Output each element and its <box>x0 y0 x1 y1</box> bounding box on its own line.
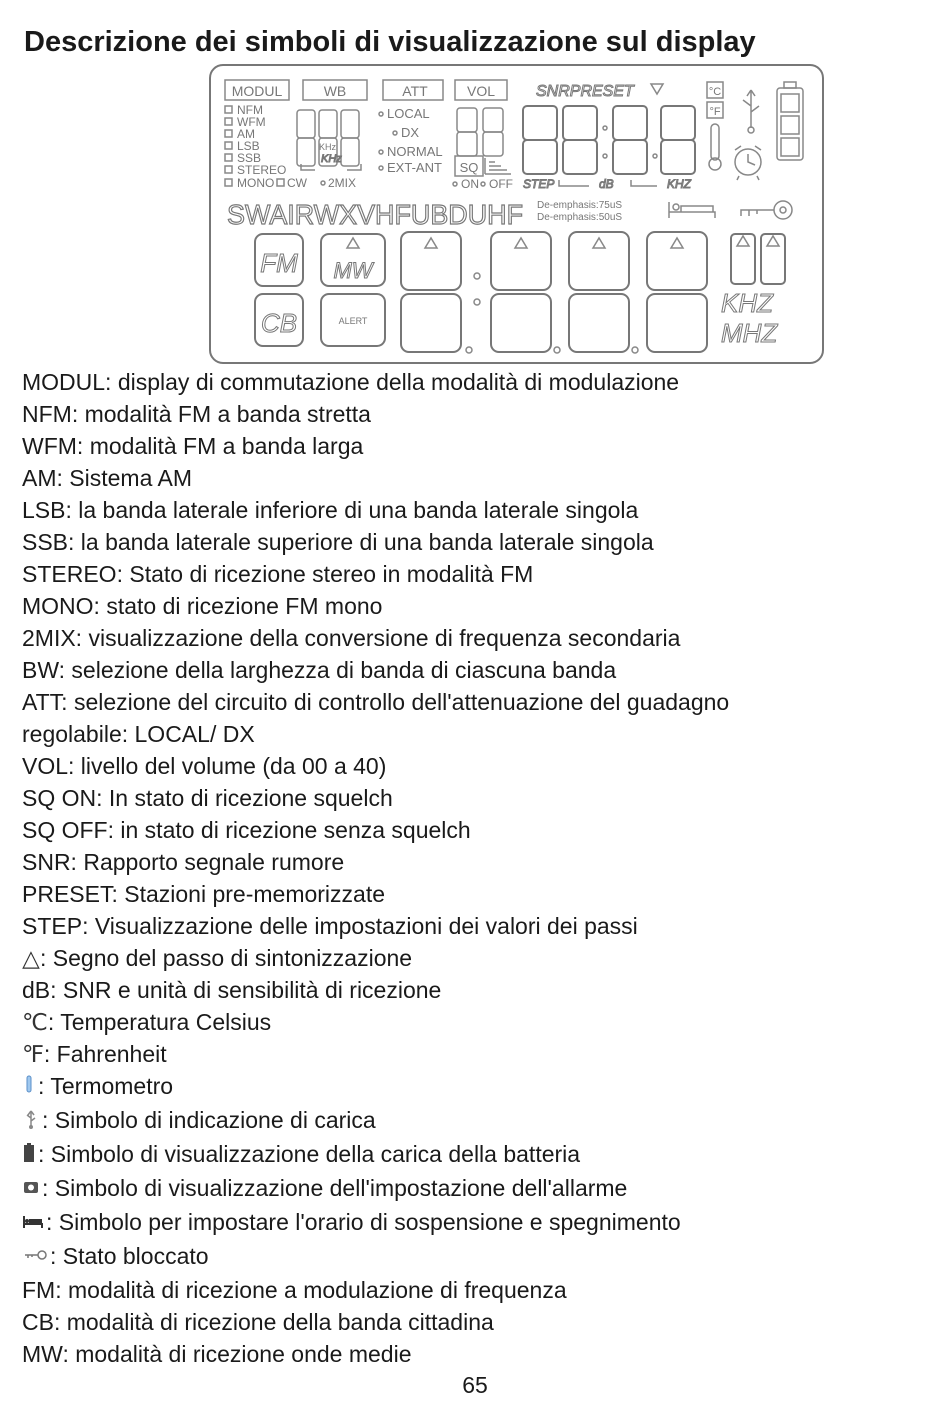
description-text: : Simbolo di visualizzazione della carica della batteria <box>38 1140 581 1167</box>
lcd-db: dB <box>599 177 614 191</box>
lcd-khz-big: KHZ <box>721 288 773 318</box>
description-item <box>22 686 922 718</box>
description-text: MONO: stato di ricezione FM mono <box>22 593 383 619</box>
description-text: BW: selezione della larghezza di banda di ciascuna banda <box>22 657 617 683</box>
description-text: SQ ON: In stato di ricezione squelch <box>22 785 393 811</box>
description-text: LSB: la banda laterale inferiore di una banda laterale singola <box>22 497 639 523</box>
description-text: MW: modalità di ricezione onde medie <box>22 1340 412 1367</box>
description-item <box>22 558 922 590</box>
lcd-normal: NORMAL <box>387 144 443 159</box>
description-text: SQ OFF: in stato di ricezione senza squelch <box>22 817 471 843</box>
lcd-snr-digits <box>523 106 695 174</box>
usb-icon <box>22 1106 40 1138</box>
description-item <box>22 1070 922 1104</box>
lcd-bed-icon <box>669 202 715 218</box>
bed-icon <box>22 1208 44 1240</box>
lcd-nfm: NFM <box>237 103 263 117</box>
description-text: : Simbolo di visualizzazione dell'impostazione dell'allarme <box>42 1174 628 1201</box>
description-item <box>22 366 922 398</box>
description-text: STEP: Visualizzazione delle impostazioni dei valori dei passi <box>22 913 638 939</box>
page-title: Descrizione dei simboli di visualizzazione sul display <box>24 26 756 58</box>
description-text: VOL: livello del volume (da 00 a 40) <box>22 753 387 779</box>
lcd-lsb: LSB <box>237 139 260 153</box>
lcd-thermometer-icon <box>709 124 721 170</box>
lcd-alert-label: ALERT <box>338 316 368 326</box>
description-text: SSB: la banda laterale superiore di una banda laterale singola <box>22 529 654 555</box>
lcd-step-triangle-icons <box>347 236 779 248</box>
description-item <box>22 398 922 430</box>
lcd-off: OFF <box>489 177 513 191</box>
description-text: PRESET: Stazioni pre-memorizzate <box>22 881 386 907</box>
lcd-vol-label: VOL <box>466 83 496 99</box>
description-item <box>22 1274 922 1306</box>
description-item <box>22 1240 922 1274</box>
lcd-wfm: WFM <box>237 115 266 129</box>
description-item <box>22 718 922 750</box>
description-item <box>22 430 922 462</box>
description-text: NFM: modalità FM a banda stretta <box>22 401 371 427</box>
description-item <box>22 814 922 846</box>
lcd-vol-digits <box>457 108 503 156</box>
description-text: SNR: Rapporto segnale rumore <box>22 849 345 875</box>
lcd-key-icon <box>741 201 792 219</box>
symbol-description-list <box>22 366 922 1370</box>
thermometer-icon <box>22 1072 36 1104</box>
description-item <box>22 622 922 654</box>
lcd-svg <box>211 66 822 362</box>
description-symbol: ℃ <box>22 1009 48 1035</box>
lcd-stereo: STEREO <box>237 163 287 177</box>
lcd-display-diagram <box>209 64 824 364</box>
lcd-local: LOCAL <box>387 106 430 121</box>
description-text: STEREO: Stato di ricezione stereo in modalità FM <box>22 561 534 587</box>
lcd-khz-italic: KHz <box>321 153 342 165</box>
lcd-celsius: °C <box>708 86 722 98</box>
description-symbol: ℉ <box>22 1041 44 1067</box>
lcd-khz-unit: KHZ <box>667 177 691 191</box>
description-text: MODUL: display di commutazione della modalità di modulazione <box>22 369 680 395</box>
description-item <box>22 878 922 910</box>
lcd-band-labels: SWAIRWXVHFUBDUHF <box>227 199 523 230</box>
lcd-battery-icon <box>777 82 803 160</box>
lcd-mono: MONO <box>237 176 275 190</box>
description-item <box>22 750 922 782</box>
key-icon <box>22 1242 48 1274</box>
description-symbol: △ <box>22 945 40 971</box>
lcd-cb-label: CB <box>260 308 298 338</box>
description-item <box>22 1306 922 1338</box>
lcd-wb-label: WB <box>323 83 347 99</box>
description-item <box>22 1038 922 1070</box>
lcd-mw-box <box>321 234 385 346</box>
page-number: 65 <box>462 1372 488 1398</box>
lcd-sq: SQ <box>459 160 479 175</box>
lcd-att-label: ATT <box>402 83 428 99</box>
description-text: AM: Sistema AM <box>22 465 192 491</box>
description-item <box>22 1006 922 1038</box>
description-text: CB: modalità di ricezione della banda cittadina <box>22 1308 494 1335</box>
description-item <box>22 462 922 494</box>
lcd-am: AM <box>237 127 255 141</box>
description-item <box>22 974 922 1006</box>
lcd-dx: DX <box>401 125 420 140</box>
lcd-ssb: SSB <box>237 151 262 165</box>
description-item <box>22 654 922 686</box>
description-text: dB: SNR e unità di sensibilità di ricezione <box>22 977 442 1003</box>
description-text: WFM: modalità FM a banda larga <box>22 433 364 459</box>
description-text: : Fahrenheit <box>43 1041 167 1067</box>
lcd-preset-triangle-icon <box>651 84 663 94</box>
lcd-deemphasis-75: De-emphasis:75uS <box>537 200 623 211</box>
lcd-mhz-big: MHZ <box>721 318 778 348</box>
description-item <box>22 494 922 526</box>
description-text: 2MIX: visualizzazione della conversione di frequenza secondaria <box>22 625 681 651</box>
description-text: : Termometro <box>38 1073 174 1099</box>
description-item <box>22 942 922 974</box>
description-text: : Temperatura Celsius <box>47 1009 272 1035</box>
description-text: FM: modalità di ricezione a modulazione di frequenza <box>22 1276 567 1303</box>
lcd-deemphasis-50: De-emphasis:50uS <box>537 212 623 223</box>
lcd-fm-label: FM <box>260 248 298 278</box>
description-item <box>22 590 922 622</box>
description-item <box>22 846 922 878</box>
description-item <box>22 1206 922 1240</box>
description-text: : Stato bloccato <box>50 1242 209 1269</box>
lcd-modul-label: MODUL <box>231 83 283 99</box>
description-text: : Simbolo per impostare l'orario di sospensione e spegnimento <box>46 1208 681 1235</box>
lcd-mw-label: MW <box>333 258 373 283</box>
battery-icon <box>22 1140 36 1172</box>
alarm-clock-icon <box>22 1174 40 1206</box>
description-item <box>22 1172 922 1206</box>
lcd-snr-preset: SNRPRESET <box>536 83 634 100</box>
lcd-on: ON <box>461 177 479 191</box>
description-item <box>22 1104 922 1138</box>
lcd-alarm-clock-icon <box>735 146 761 180</box>
lcd-step: STEP <box>523 177 555 191</box>
lcd-cw: CW <box>287 176 307 190</box>
description-item <box>22 782 922 814</box>
description-item <box>22 526 922 558</box>
description-text: regolabile: LOCAL/ DX <box>22 721 255 747</box>
lcd-fahrenheit: °F <box>709 106 721 118</box>
description-item <box>22 1138 922 1172</box>
description-text: ATT: selezione del circuito di controllo dell'attenuazione del guadagno <box>22 689 730 715</box>
lcd-ext-ant: EXT-ANT <box>387 160 442 175</box>
lcd-2mix: 2MIX <box>328 176 357 190</box>
description-text: : Simbolo di indicazione di carica <box>42 1106 376 1133</box>
description-text: : Segno del passo di sintonizzazione <box>40 945 413 971</box>
lcd-usb-icon <box>743 90 759 133</box>
description-item <box>22 1338 922 1370</box>
lcd-khz-small: KHz <box>319 142 337 152</box>
lcd-sq-bars-icon <box>485 158 511 174</box>
description-item <box>22 910 922 942</box>
